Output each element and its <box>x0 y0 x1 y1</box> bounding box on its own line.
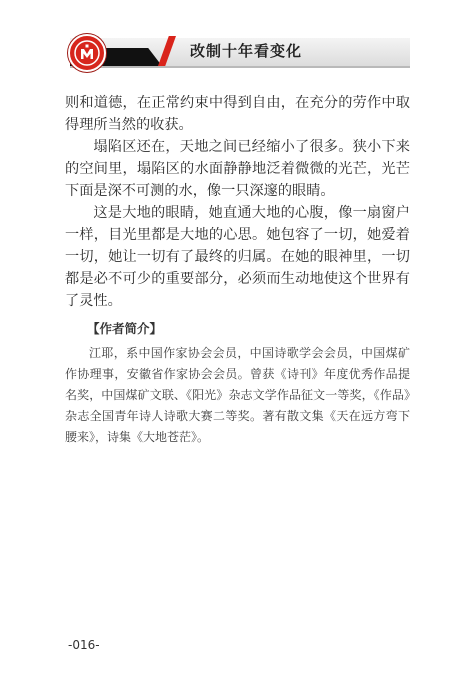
logo-emblem-icon <box>74 40 100 66</box>
page-number: -016- <box>68 638 100 652</box>
author-intro <box>65 319 410 448</box>
header-title: 改制十年看变化 <box>190 42 303 60</box>
author-intro-text: 江耶，系中国作家协会会员，中国诗歌学会会员，中国煤矿作协理事，安徽省作家协会会员。曾获《诗刊》年度优秀作品提名奖，中国煤矿文联、《阳光》杂志文学作品征文一等奖，《作品》杂志全国青年诗人诗歌大赛二等奖。著有散文集《天在远方弯下腰来》，诗集《大地苍茫》。 <box>65 346 410 444</box>
paragraph-3: 这是大地的眼睛，她直通大地的心腹，像一扇窗户一样，目光里都是大地的心思。她包容了一切，她爱着一切，她让一切有了最终的归属。在她的眼神里，一切都是必不可少的重要部分，必须而生动地使这个世界有了灵性。 <box>65 205 410 309</box>
running-header <box>0 0 467 80</box>
body-text <box>65 92 410 312</box>
paragraph-1: 则和道德，在正常约束中得到自由，在充分的劳作中取得理所当然的收获。 <box>65 95 410 133</box>
author-intro-heading: 【作者简介】 <box>87 321 163 336</box>
paragraph-2: 塌陷区还在，天地之间已经缩小了很多。狭小下来的空间里，塌陷区的水面静静地泛着微微的光芒，光芒下面是深不可测的水，像一只深邃的眼睛。 <box>65 139 410 199</box>
publisher-logo-icon <box>68 34 106 72</box>
